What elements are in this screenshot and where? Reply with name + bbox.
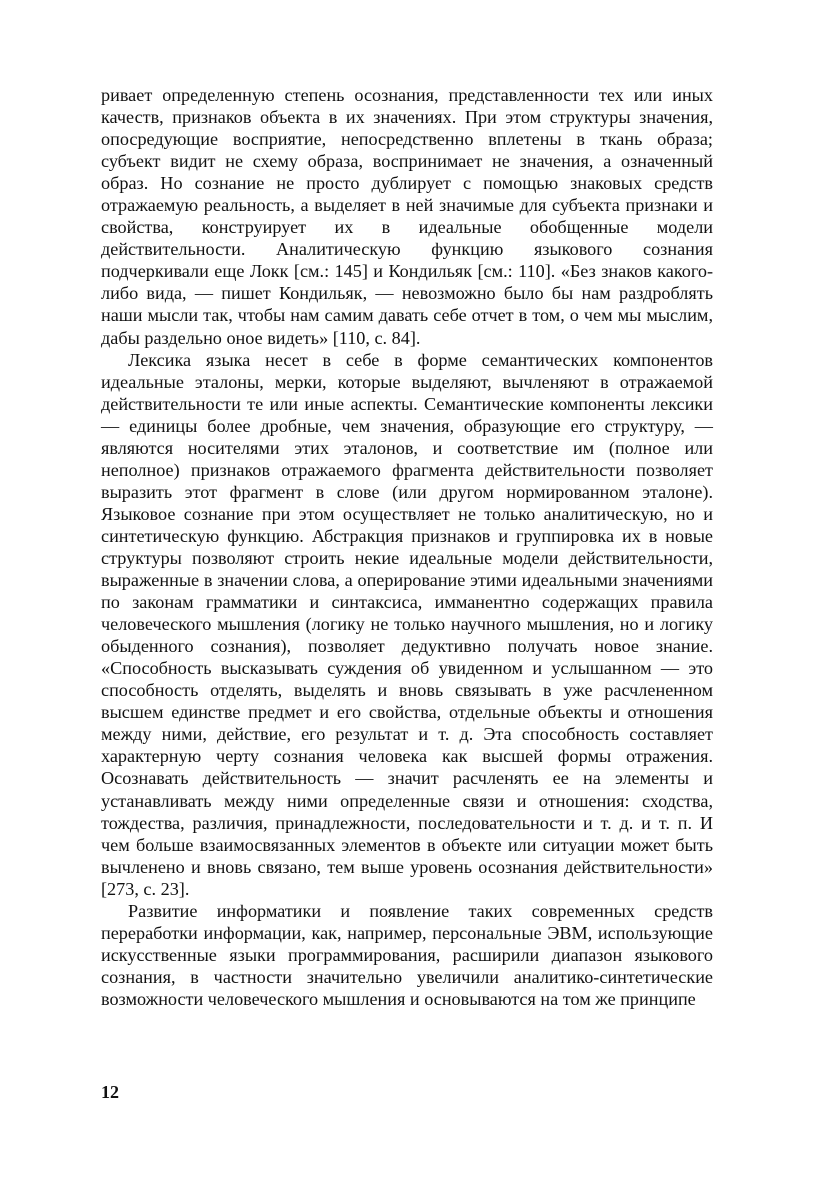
page-number: 12 (101, 1082, 119, 1102)
page-body (101, 84, 713, 1010)
paragraph-2: Лексика языка несет в себе в форме семантических компонентов идеальные эталоны, мерки, которые выделяют, вычленяют в отражаемой действительности те или иные аспекты. Семантические компоненты лексики — единицы более дробные, чем значения, образующие его структуру, — являются носителями этих эталонов, и соответствие им (полное или неполное) признаков отражаемого фрагмента действительности позволяет выразить этот фрагмент в слове (или другом нормированном эталоне). Языковое сознание при этом осуществляет не только аналитическую, но и синтетическую функцию. Абстракция признаков и группировка их в новые структуры позволяют строить некие идеальные модели действительности, выраженные в значении слова, а оперирование этими идеальными значениями по законам грамматики и синтаксиса, имманентно содержащих правила человеческого мышления (логику не только научного мышления, но и логику обыденного сознания), позволяет дедуктивно получать новое знание. «Способность высказывать суждения об увиденном и услышанном — это способность отделять, выделять и вновь связывать в уже расчлененном высшем единстве предмет и его свойства, отдельные объекты и отношения между ними, действие, его результат и т. д. Эта способность составляет характерную черту сознания человека как высшей формы отражения. Осознавать действительность — значит расчленять ее на элементы и устанавливать между ними определенные связи и отношения: сходства, тождества, различия, принадлежности, последовательности и т. д. и т. п. И чем больше взаимосвязанных элементов в объекте или ситуации может быть вычленено и вновь связано, тем выше уровень осознания действительности» [273, с. 23]. (101, 349, 713, 899)
paragraph-1: ривает определенную степень осознания, представленности тех или иных качеств, признаков объекта в их значениях. При этом структуры значения, опосредующие восприятие, непосредственно вплетены в ткань образа; субъект видит не схему образа, воспринимает не значения, а означенный образ. Но сознание не просто дублирует с помощью знаковых средств отражаемую реальность, а выделяет в ней значимые для субъекта признаки и свойства, конструирует их в идеальные обобщенные модели действительности. Аналитическую функцию языкового сознания подчеркивали еще Локк [см.: 145] и Кондильяк [см.: 110]. «Без знаков какого-либо вида, — пишет Кондильяк, — невозможно было бы нам раздроблять наши мысли так, чтобы нам самим давать себе отчет в том, о чем мы мыслим, дабы раздельно оное видеть» [110, с. 84]. (101, 85, 713, 348)
paragraph-3: Развитие информатики и появление таких современных средств переработки информации, как, например, персональные ЭВМ, использующие искусственные языки программирования, расширили диапазон языкового сознания, в частности значительно увеличили аналитико-синтетические возможности человеческого мышления и основываются на том же принципе (101, 900, 713, 1009)
